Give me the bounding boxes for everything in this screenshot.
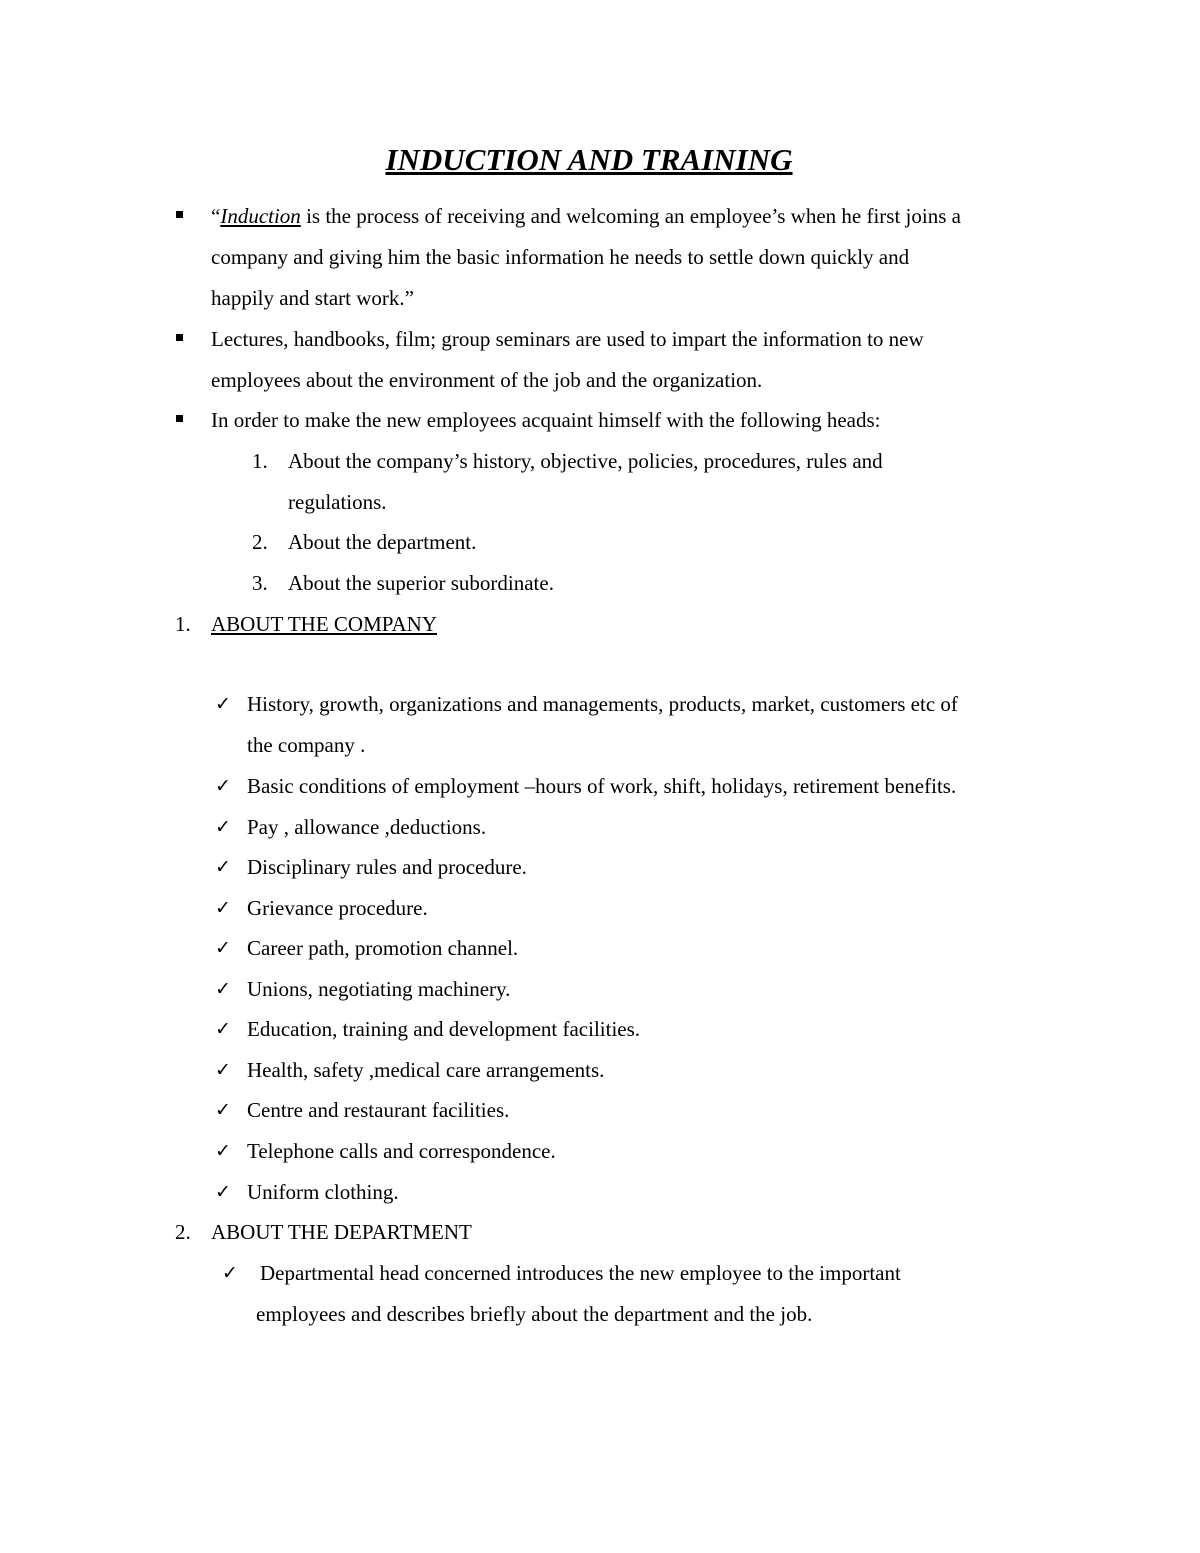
list-number: 2. xyxy=(252,530,268,554)
item-line: employees and describes briefly about the department and the job. xyxy=(256,1301,813,1326)
head-line: regulations. xyxy=(288,489,387,514)
bullet-heads-intro xyxy=(211,400,880,441)
bullet-line: is the process of receiving and welcoming an employee’s when he first joins a xyxy=(300,204,961,228)
head-item-department xyxy=(288,522,476,563)
company-item: Grievance procedure. xyxy=(247,896,428,920)
bullet-line: Lectures, handbooks, film; group seminars are used to impart the information to new xyxy=(211,327,924,351)
head-line: About the company’s history, objective, policies, procedures, rules and xyxy=(288,449,883,473)
checkmark-icon: ✓ xyxy=(215,978,231,1000)
company-item: Career path, promotion channel. xyxy=(247,936,519,960)
section-heading-company: ABOUT THE COMPANY xyxy=(211,612,437,636)
square-bullet-icon xyxy=(176,415,183,422)
section-heading-department: ABOUT THE DEPARTMENT xyxy=(211,1220,472,1244)
bullet-line: company and giving him the basic information he needs to settle down quickly and xyxy=(211,244,910,269)
head-line: About the department. xyxy=(288,530,477,554)
checkmark-icon: ✓ xyxy=(215,856,231,878)
head-item-superior xyxy=(288,563,554,604)
company-item: Centre and restaurant facilities. xyxy=(247,1098,510,1122)
checkmark-icon: ✓ xyxy=(215,1181,231,1203)
bullet-induction-definition xyxy=(211,196,961,318)
item-line: Departmental head concerned introduces the new employee to the important xyxy=(260,1261,901,1285)
section-number: 1. xyxy=(175,612,191,636)
bullet-methods xyxy=(211,319,924,401)
induction-term: Induction xyxy=(220,204,301,228)
company-item: Pay , allowance ,deductions. xyxy=(247,815,487,839)
checkmark-icon: ✓ xyxy=(215,1059,231,1081)
list-number: 1. xyxy=(252,449,268,473)
item-line: the company . xyxy=(247,732,366,757)
checkmark-icon: ✓ xyxy=(215,1099,231,1121)
square-bullet-icon xyxy=(176,334,183,341)
checkmark-icon: ✓ xyxy=(215,816,231,838)
checkmark-icon: ✓ xyxy=(222,1262,238,1284)
item-line: History, growth, organizations and managements, products, market, customers etc of xyxy=(247,692,958,716)
company-item: Disciplinary rules and procedure. xyxy=(247,855,527,879)
checkmark-icon: ✓ xyxy=(215,775,231,797)
company-item: Unions, negotiating machinery. xyxy=(247,977,511,1001)
company-item: Uniform clothing. xyxy=(247,1180,399,1204)
checkmark-icon: ✓ xyxy=(215,897,231,919)
open-quote: “ xyxy=(211,204,221,228)
company-item: Health, safety ,medical care arrangements. xyxy=(247,1058,605,1082)
company-item: Telephone calls and correspondence. xyxy=(247,1139,556,1163)
department-item xyxy=(256,1253,901,1335)
bullet-line: In order to make the new employees acquaint himself with the following heads: xyxy=(211,408,881,432)
checkmark-icon: ✓ xyxy=(215,693,231,715)
company-item: Education, training and development facilities. xyxy=(247,1017,641,1041)
head-line: About the superior subordinate. xyxy=(288,571,554,595)
checkmark-icon: ✓ xyxy=(215,937,231,959)
section-number: 2. xyxy=(175,1220,191,1244)
head-item-company xyxy=(288,441,883,523)
bullet-line: employees about the environment of the job and the organization. xyxy=(211,367,763,392)
square-bullet-icon xyxy=(176,211,183,218)
company-item: Basic conditions of employment –hours of work, shift, holidays, retirement benefits. xyxy=(247,774,957,798)
company-item xyxy=(247,684,958,766)
document-title: INDUCTION AND TRAINING xyxy=(385,142,793,177)
checkmark-icon: ✓ xyxy=(215,1140,231,1162)
checkmark-icon: ✓ xyxy=(215,1018,231,1040)
list-number: 3. xyxy=(252,571,268,595)
bullet-line: happily and start work.” xyxy=(211,285,414,310)
